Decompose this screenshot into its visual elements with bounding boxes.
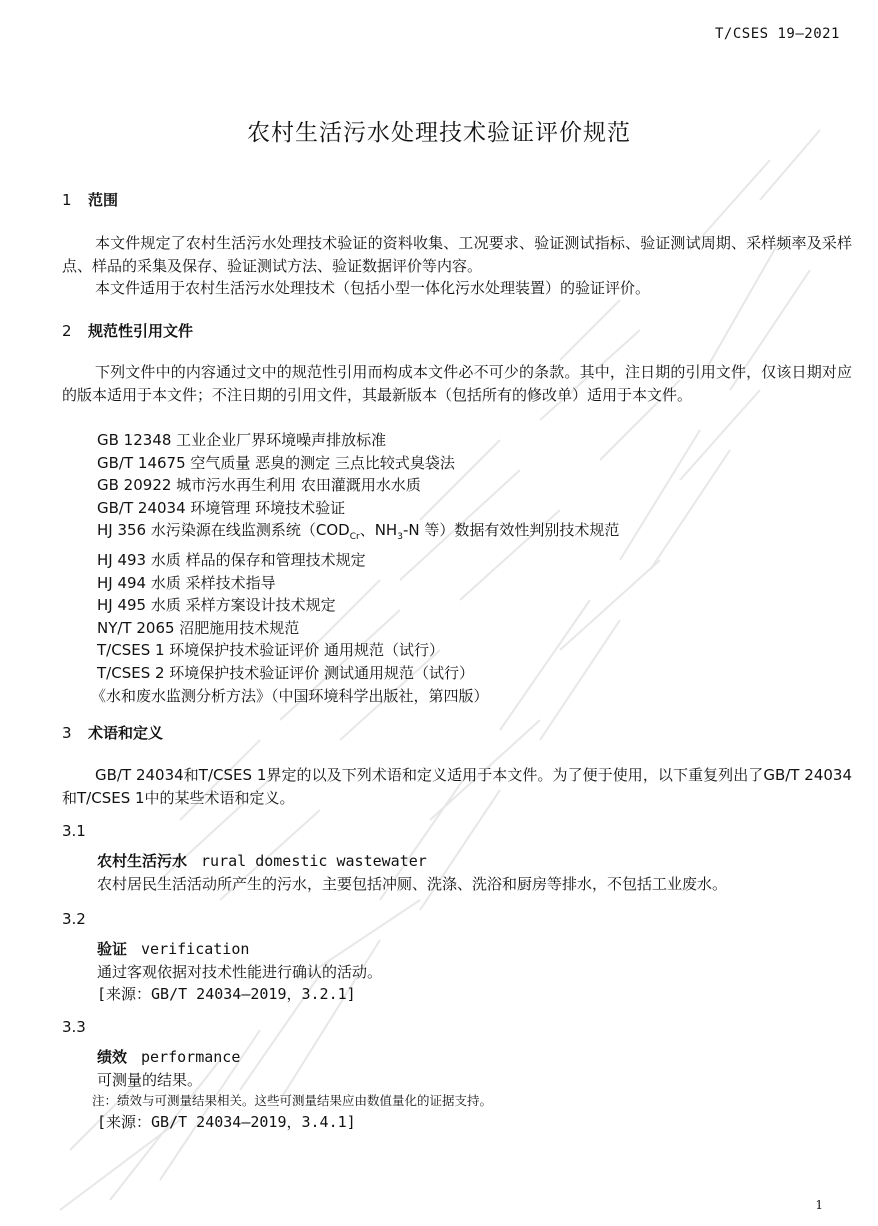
section-1-heading: 1 范围 — [62, 191, 119, 209]
section-3-heading: 3 术语和定义 — [62, 724, 164, 742]
reference-item: HJ 356 水污染源在线监测系统（$COD_{Cr}$、$NH_3-N$ 等）数据有效性判别技术规范 — [97, 521, 620, 543]
reference-item: T/CSES 1 环境保护技术验证评价 通用规范（试行） — [97, 641, 445, 660]
paragraph: 本文件适用于农村生活污水处理技术（包括小型一体化污水处理装置）的验证评价。 — [95, 279, 651, 297]
page-number: 1 — [815, 1198, 823, 1212]
term-definition: 通过客观依据对技术性能进行确认的活动。 — [97, 962, 383, 981]
term-3-3 — [62, 1018, 852, 1134]
reference-item: HJ 493 水质 样品的保存和管理技术规定 — [97, 550, 366, 569]
term-number: 3.3 — [62, 1018, 86, 1036]
section-2-body — [62, 361, 852, 406]
reference-item: GB/T 24034 环境管理 环境技术验证 — [97, 498, 346, 517]
term-3-2 — [62, 910, 852, 1006]
reference-item: GB 20922 城市污水再生利用 农田灌溉用水水质 — [97, 476, 421, 495]
term-en: rural domestic wastewater — [201, 852, 427, 870]
term-number: 3.1 — [62, 822, 86, 840]
term-number: 3.2 — [62, 910, 86, 928]
paragraph: GB/T 24034和T/CSES 1界定的以及下列术语和定义适用于本文件。为了便于使用，以下重复列出了GB/T 24034和T/CSES 1中的某些术语和定义。 — [62, 766, 852, 807]
term-en: verification — [141, 940, 250, 958]
term-note: 注：绩效与可测量结果相关。这些可测量结果应由数值量化的证据支持。 — [92, 1093, 493, 1108]
term-source: [来源：GB/T 24034—2019，3.4.1] — [97, 1113, 356, 1131]
term-zh: 验证 — [97, 940, 128, 958]
reference-item: 《水和废水监测分析方法》（中国环境科学出版社，第四版） — [91, 686, 489, 705]
section-2-heading: 2 规范性引用文件 — [62, 322, 194, 340]
paragraph: 下列文件中的内容通过文中的规范性引用而构成本文件必不可少的条款。其中，注日期的引用文件，仅该日期对应的版本适用于本文件；不注日期的引用文件，其最新版本（包括所有的修改单）适用于本文件。 — [62, 363, 852, 404]
reference-item: GB/T 14675 空气质量 恶臭的测定 三点比较式臭袋法 — [97, 453, 455, 472]
term-source: [来源：GB/T 24034—2019，3.2.1] — [97, 985, 356, 1003]
term-zh: 绩效 — [97, 1048, 128, 1066]
document-code: T/CSES 19—2021 — [714, 26, 840, 42]
paragraph: 本文件规定了农村生活污水处理技术验证的资料收集、工况要求、验证测试指标、验证测试周期、采样频率及采样点、样品的采集及保存、验证测试方法、验证数据评价等内容。 — [62, 234, 852, 275]
reference-item: GB 12348 工业企业厂界环境噪声排放标准 — [97, 431, 387, 449]
term-zh: 农村生活污水 — [97, 852, 188, 870]
term-en: performance — [141, 1048, 241, 1066]
term-3-1 — [62, 822, 852, 895]
reference-item: T/CSES 2 环境保护技术验证评价 测试通用规范（试行） — [97, 663, 475, 682]
reference-list — [62, 429, 852, 707]
section-1-body — [62, 232, 852, 300]
term-definition: 可测量的结果。 — [97, 1070, 203, 1089]
section-3-body — [62, 764, 852, 809]
reference-item: HJ 495 水质 采样方案设计技术规定 — [97, 596, 336, 615]
reference-item: HJ 494 水质 采样技术指导 — [97, 573, 276, 592]
document-title: 农村生活污水处理技术验证评价规范 — [247, 120, 631, 146]
reference-item: NY/T 2065 沼肥施用技术规范 — [97, 618, 300, 637]
term-definition: 农村居民生活活动所产生的污水，主要包括冲厕、洗涤、洗浴和厨房等排水，不包括工业废水。 — [97, 874, 728, 893]
